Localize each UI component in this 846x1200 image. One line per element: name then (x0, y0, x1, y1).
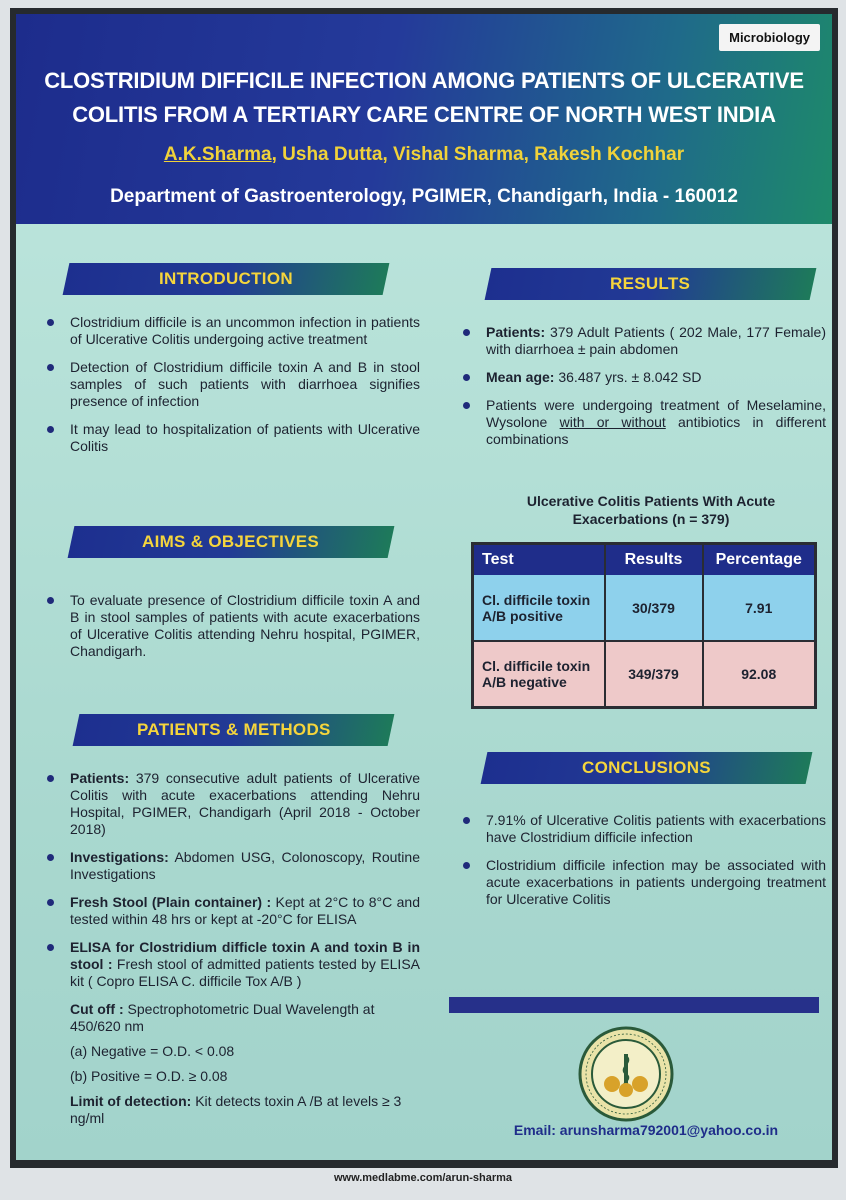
title-line-1: CLOSTRIDIUM DIFFICILE INFECTION AMONG PATIENTS OF ULCERATIVE (44, 68, 804, 93)
poster (16, 14, 832, 1160)
conclusions-heading: CONCLUSIONS (582, 758, 711, 777)
bullet-icon (463, 374, 470, 381)
results-table (471, 542, 817, 709)
table-cell-test: Cl. difficile toxin A/B positive (473, 575, 605, 641)
results-heading-bar (485, 268, 817, 300)
introduction-list (40, 314, 420, 466)
list-item: Patients: 379 consecutive adult patients of Ulcerative Colitis with acute exacerbations attending Nehru Hospital, PGIMER, Chandigarh (April 2018 - October 2018) (40, 770, 420, 838)
table-cell-test: Cl. difficile toxin A/B negative (473, 641, 605, 707)
list-item: To evaluate presence of Clostridium difficile toxin A and B in stool samples of patients with acute exacerbations of Ulcerative Colitis attending Nehru hospital, PGIMER, Chandigarh. (40, 592, 420, 660)
divider-bar (449, 997, 819, 1013)
table-row (473, 575, 816, 641)
introduction-heading-bar (63, 263, 390, 295)
bullet-icon (47, 426, 54, 433)
bullet-icon (47, 364, 54, 371)
table-row (473, 641, 816, 707)
list-item: Mean age: 36.487 yrs. ± 8.042 SD (456, 369, 826, 386)
table-header-row (473, 544, 816, 576)
methods-heading-bar (73, 714, 395, 746)
poster-title (16, 64, 832, 132)
conclusions-list (456, 812, 826, 919)
detection-limit: Limit of detection: Kit detects toxin A /B at levels ≥ 3 ng/ml (70, 1093, 402, 1126)
list-item: Clostridium difficile is an uncommon infection in patients of Ulcerative Colitis undergoing active treatment (40, 314, 420, 348)
positive-threshold: (b) Positive = O.D. ≥ 0.08 (70, 1068, 228, 1084)
title-line-2: COLITIS FROM A TERTIARY CARE CENTRE OF NORTH WEST INDIA (72, 102, 776, 127)
first-author: A.K.Sharma (163, 144, 272, 165)
bullet-icon (47, 597, 54, 604)
column-header: Percentage (703, 544, 816, 576)
list-item: Investigations: Abdomen USG, Colonoscopy, Routine Investigations (40, 849, 420, 883)
bullet-icon (47, 319, 54, 326)
methods-list (40, 770, 420, 1135)
other-authors: , Usha Dutta, Vishal Sharma, Rakesh Kochhar (271, 144, 685, 165)
list-item: Patients: 379 Adult Patients ( 202 Male, 177 Female) with diarrhoea ± pain abdomen (456, 324, 826, 358)
department: Department of Gastroenterology, PGIMER, Chandigarh, India - 160012 (110, 186, 738, 207)
list-item: 7.91% of Ulcerative Colitis patients with exacerbations have Clostridium difficile infection (456, 812, 826, 846)
bullet-icon (47, 944, 54, 951)
list-item: ELISA for Clostridium difficle toxin A and toxin B in stool : Fresh stool of admitted patients tested by ELISA kit ( Copro ELISA C. difficile Tox A/B ) (40, 939, 420, 990)
bullet-icon (47, 775, 54, 782)
table-cell-result: 30/379 (605, 575, 703, 641)
column-header: Results (605, 544, 703, 576)
category-tag: Microbiology (719, 24, 820, 51)
list-item: Clostridium difficile infection may be associated with acute exacerbations in patients undergoing treatment for Ulcerative Colitis (456, 857, 826, 908)
list-item: Fresh Stool (Plain container) : Kept at 2°C to 8°C and tested within 48 hrs or kept at -20°C for ELISA (40, 894, 420, 928)
methods-heading: PATIENTS & METHODS (136, 720, 331, 739)
contact-email: Email: arunsharma792001@yahoo.co.in (513, 1122, 779, 1138)
bullet-icon (463, 329, 470, 336)
poster-frame (10, 8, 838, 1168)
poster-header (16, 14, 832, 224)
bullet-icon (463, 862, 470, 869)
institute-seal-logo (576, 1024, 676, 1124)
aims-heading: AIMS & OBJECTIVES (142, 532, 320, 551)
list-item: Patients were undergoing treatment of Meselamine, Wysolone with or without antibiotics in different combinations (456, 397, 826, 448)
table-cell-result: 349/379 (605, 641, 703, 707)
results-heading: RESULTS (610, 274, 691, 293)
negative-threshold: (a) Negative = O.D. < 0.08 (70, 1043, 235, 1059)
aims-heading-bar (68, 526, 395, 558)
footer-url: www.medlabme.com/arun-sharma (333, 1172, 513, 1184)
authors (16, 144, 832, 166)
conclusions-heading-bar (481, 752, 813, 784)
bullet-icon (463, 817, 470, 824)
cutoff-text: Cut off : Spectrophotometric Dual Wavelength at 450/620 nm (70, 1001, 375, 1034)
bullet-icon (463, 402, 470, 409)
column-header: Test (473, 544, 605, 576)
results-list (456, 324, 826, 459)
introduction-heading: INTRODUCTION (159, 269, 293, 288)
table-cell-percentage: 7.91 (703, 575, 816, 641)
list-item: Detection of Clostridium difficile toxin A and B in stool samples of such patients with diarrhoea signifies presence of infection (40, 359, 420, 410)
bullet-icon (47, 854, 54, 861)
bullet-icon (47, 899, 54, 906)
list-item: It may lead to hospitalization of patients with Ulcerative Colitis (40, 421, 420, 455)
aims-list (40, 592, 420, 671)
table-caption: Ulcerative Colitis Patients With Acute Exacerbations (n = 379) (526, 493, 776, 527)
table-cell-percentage: 92.08 (703, 641, 816, 707)
